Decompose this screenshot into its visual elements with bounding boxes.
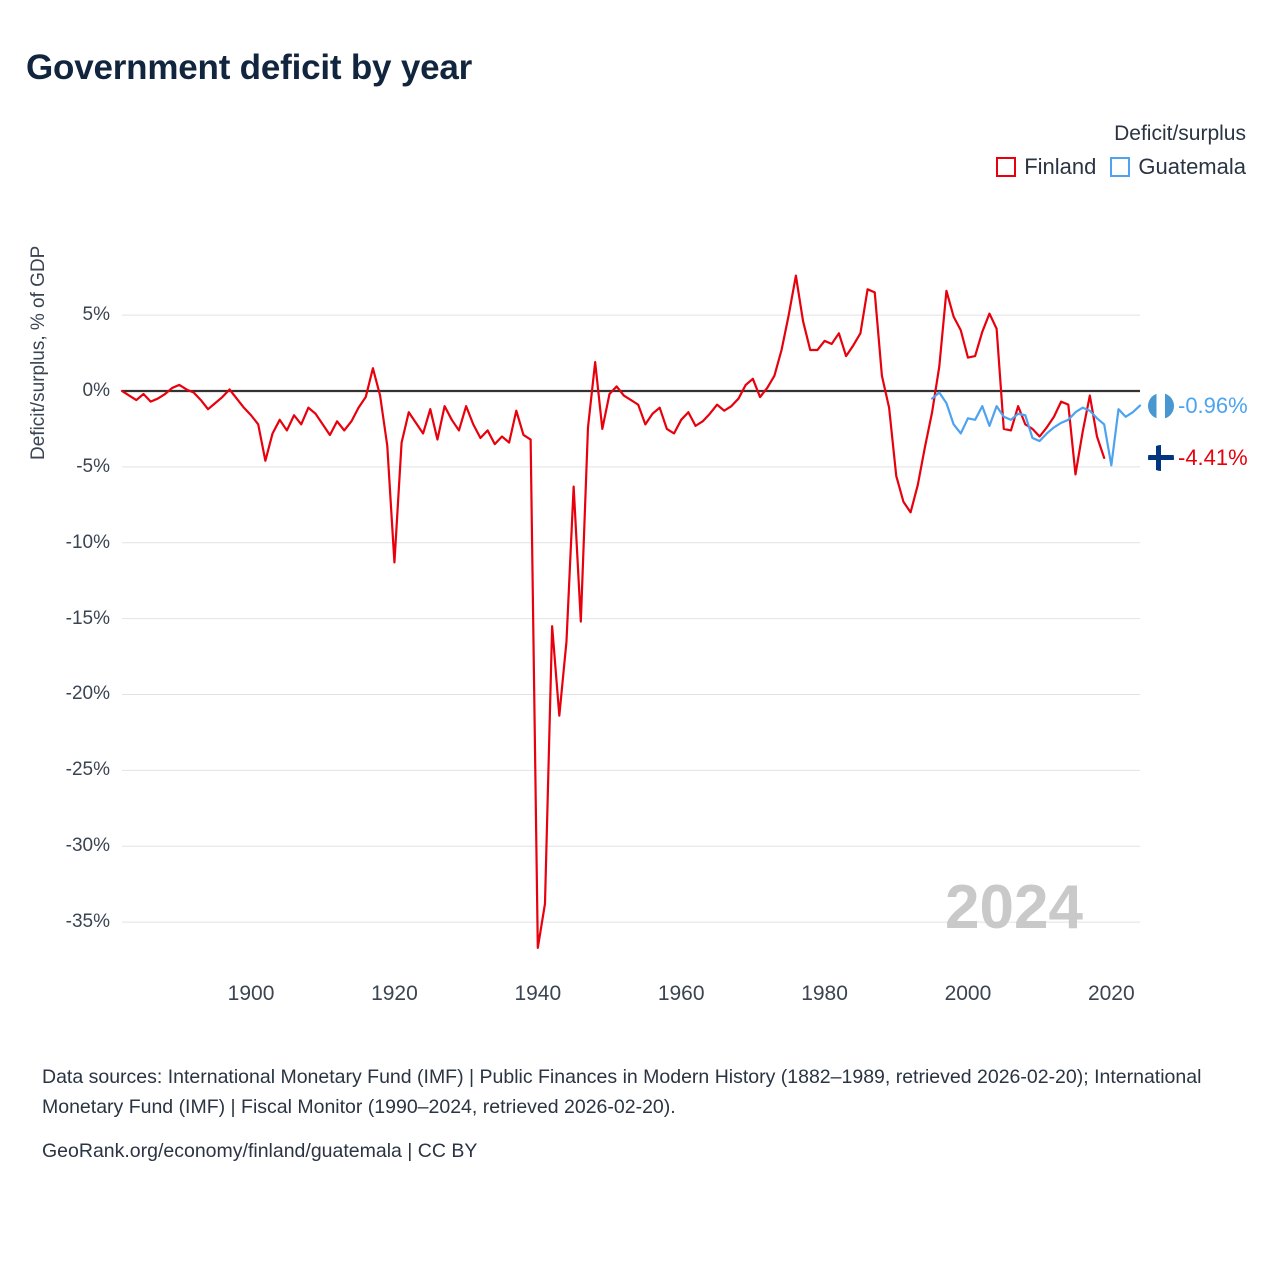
y-axis-tick: -35% [65,911,110,933]
x-axis-tick: 1980 [801,982,848,1005]
x-axis-tick: 2020 [1087,982,1135,1005]
legend-label-finland: Finland [1024,154,1097,179]
y-axis-tick: -20% [65,683,110,705]
footer [42,1062,1242,1167]
finland-flag-icon [1148,445,1174,471]
x-axis-tick: 1940 [514,982,562,1005]
y-axis-tick: -25% [65,759,110,781]
y-axis-tick: 0% [82,379,110,401]
legend-title: Deficit/surplus [1114,122,1246,145]
x-axis-tick: 2000 [944,982,992,1005]
finland-end-label: -4.41% [1178,444,1248,470]
y-axis-label: Deficit/surplus, % of GDP [28,245,49,460]
legend-label-guatemala: Guatemala [1138,154,1246,179]
y-axis-tick: -30% [65,835,110,857]
y-axis-tick: -10% [65,531,110,553]
x-axis-tick: 1960 [657,982,705,1005]
guatemala-flag-icon [1148,393,1174,419]
attribution-text: GeoRank.org/economy/finland/guatemala | CC BY [42,1140,478,1163]
y-axis-tick: -5% [76,455,110,477]
x-axis-tick: 1920 [371,982,418,1005]
data-sources-text: Data sources: International Monetary Fund (IMF) | Public Finances in Modern History (1882–1989, retrieved 2026-02-20); International Monetary Fund (IMF) | Fiscal Monitor (1990–2024, retrieved 2026-02-20). [42,1066,1202,1119]
x-axis-tick: 1900 [227,982,275,1005]
page-title: Government deficit by year [26,48,473,87]
y-axis-tick: -15% [65,607,110,629]
guatemala-end-label: -0.96% [1178,392,1248,418]
year-watermark: 2024 [945,873,1083,942]
y-axis-tick: 5% [82,304,110,326]
